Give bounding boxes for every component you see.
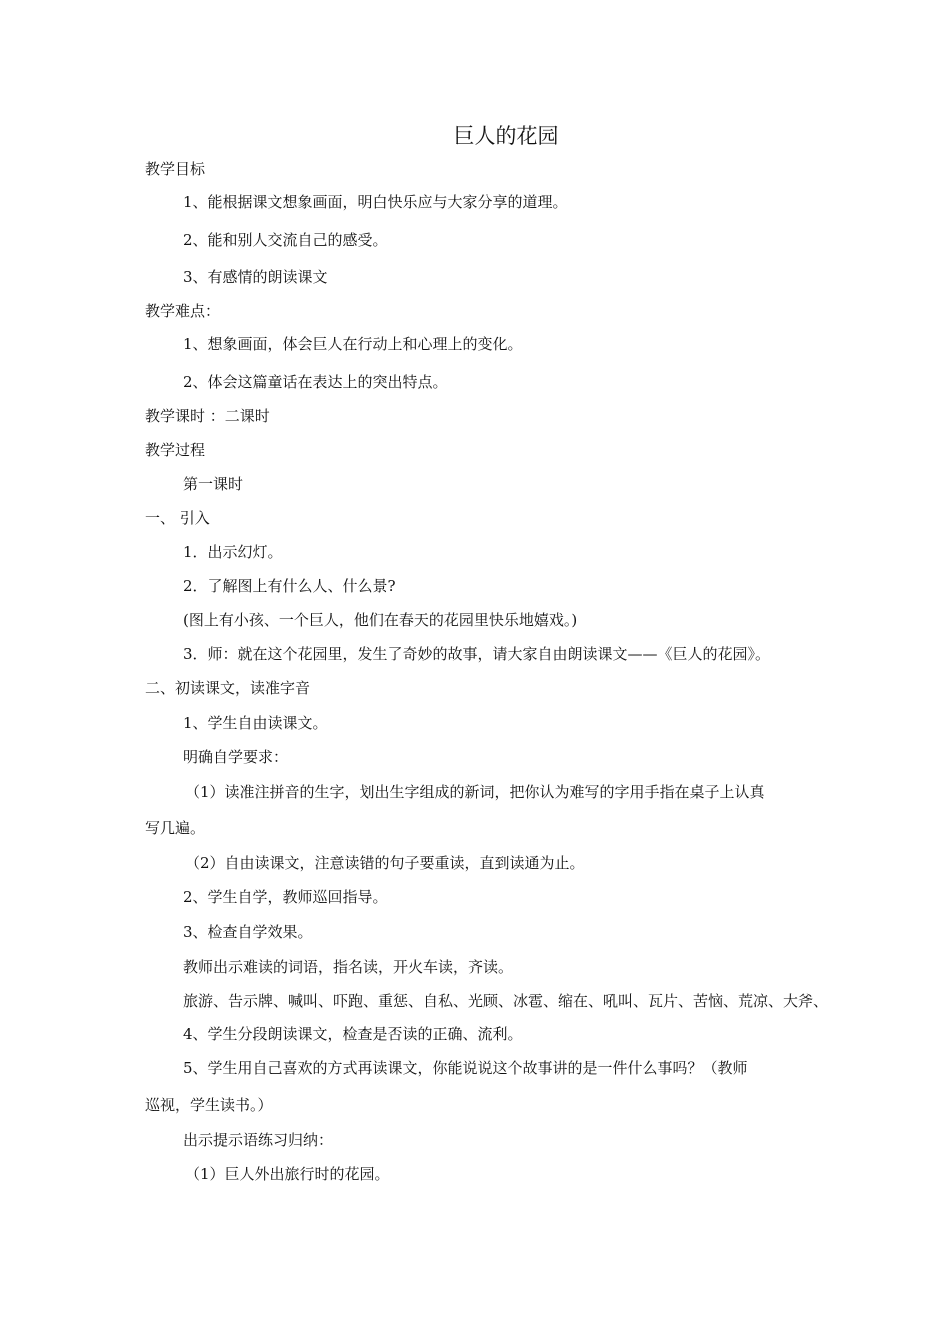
- intro-item-3: 3．师：就在这个花园里，发生了奇妙的故事，请大家自由朗读课文——《巨人的花园》。: [183, 645, 771, 663]
- reading-item-1: 1、学生自由读课文。: [183, 714, 328, 732]
- lesson-label: 第一课时: [183, 475, 244, 493]
- difficulty-item-1: 1、想象画面，体会巨人在行动上和心理上的变化。: [183, 335, 523, 353]
- summary-prompt: 出示提示语练习归纳：: [183, 1131, 334, 1149]
- difficult-words-instruction: 教师出示难读的词语，指名读，开火车读，齐读。: [183, 958, 514, 976]
- step-heading-intro: 一、 引入: [145, 509, 210, 527]
- reading-item-4: 4、学生分段朗读课文，检查是否读的正确、流利。: [183, 1025, 523, 1043]
- objective-item-2: 2、能和别人交流自己的感受。: [183, 231, 388, 249]
- difficulty-item-2: 2、体会这篇童话在表达上的突出特点。: [183, 373, 448, 391]
- objective-item-3: 3、有感情的朗读课文: [183, 268, 328, 286]
- self-study-requirements: 明确自学要求：: [183, 748, 289, 766]
- reading-item-5-continued: 巡视，学生读书。）: [145, 1096, 273, 1114]
- requirement-1: （1）读准注拼音的生字，划出生字组成的新词，把你认为难写的字用手指在桌子上认真: [185, 783, 765, 801]
- step-heading-first-reading: 二、初读课文，读准字音: [145, 679, 311, 697]
- intro-item-2: 2．了解图上有什么人、什么景?: [183, 577, 396, 595]
- intro-note: (图上有小孩、一个巨人，他们在春天的花园里快乐地嬉戏。): [183, 611, 578, 629]
- document-title: 巨人的花园: [453, 124, 559, 148]
- requirement-1-continued: 写几遍。: [145, 819, 206, 837]
- reading-item-3: 3、检查自学效果。: [183, 923, 313, 941]
- section-heading-process: 教学过程: [145, 441, 206, 459]
- requirement-2: （2）自由读课文，注意读错的句子要重读，直到读通为止。: [185, 854, 585, 872]
- difficult-words-list: 旅游、告示牌、喊叫、吓跑、重惩、自私、光顾、冰雹、缩在、吼叫、瓦片、苦恼、荒凉、大斧、: [183, 992, 829, 1010]
- intro-item-1: 1．出示幻灯。: [183, 543, 283, 561]
- objective-item-1: 1、能根据课文想象画面，明白快乐应与大家分享的道理。: [183, 193, 568, 211]
- reading-item-2: 2、学生自学，教师巡回指导。: [183, 888, 388, 906]
- section-heading-difficulties: 教学难点：: [145, 302, 221, 320]
- summary-item-1: （1）巨人外出旅行时的花园。: [185, 1165, 390, 1183]
- reading-item-5: 5、学生用自己喜欢的方式再读课文，你能说说这个故事讲的是一件什么事吗？（教师: [183, 1059, 748, 1077]
- section-heading-class-hours: 教学课时 ：二课时: [145, 407, 270, 425]
- section-heading-objectives: 教学目标: [145, 160, 206, 178]
